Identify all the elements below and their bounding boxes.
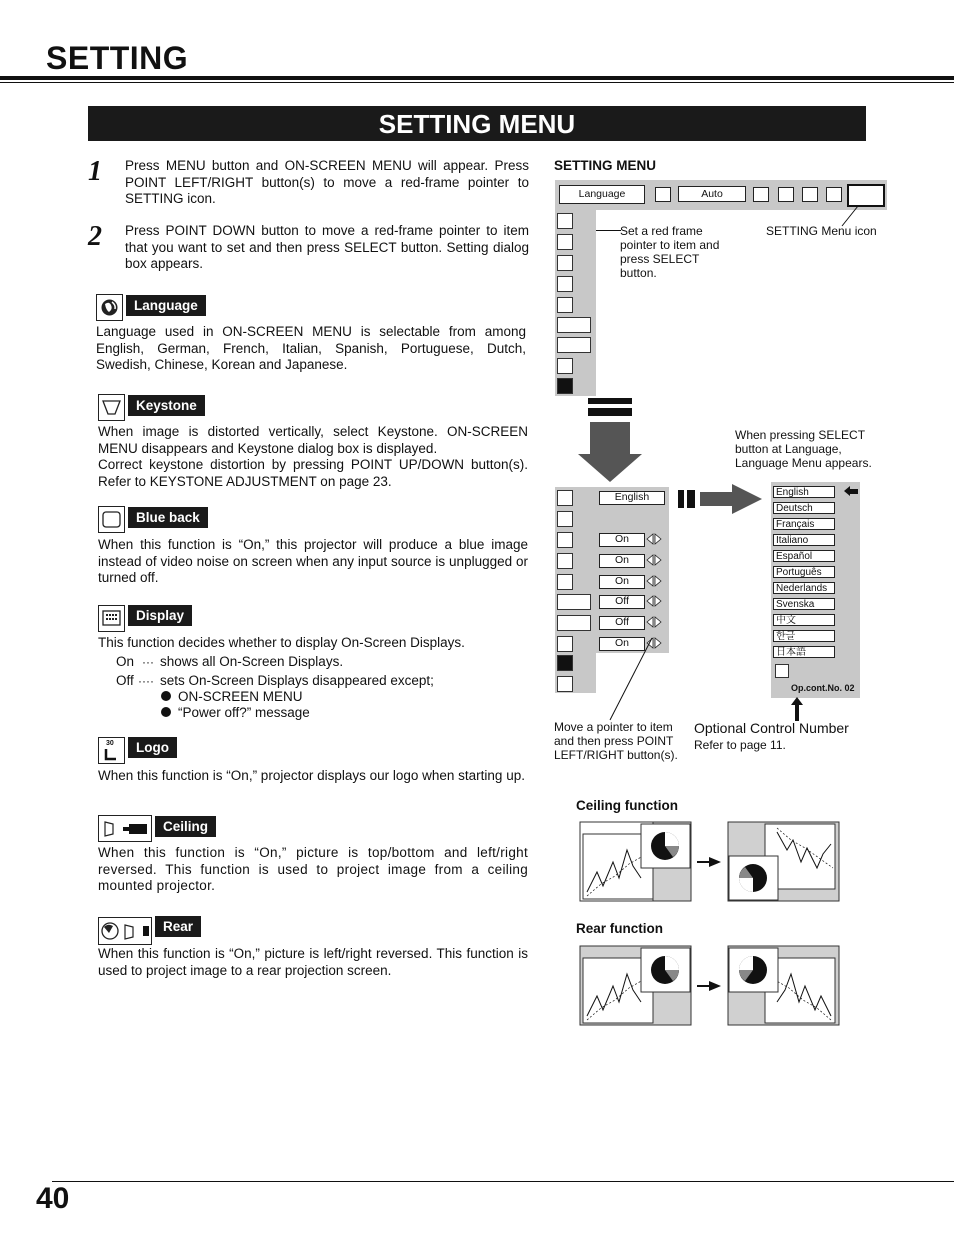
ceiling-icon — [98, 815, 152, 842]
globe-icon — [96, 294, 123, 321]
logo-label: Logo — [128, 737, 177, 758]
menu-icon-sound — [826, 187, 842, 202]
step-text-1: Press MENU button and ON-SCREEN MENU will appear. Press POINT LEFT/RIGHT button(s) to move a red-frame pointer to SETTING icon. — [125, 158, 529, 206]
keystone-label: Keystone — [128, 395, 205, 416]
language-option: English — [773, 486, 835, 498]
quit-icon — [557, 676, 573, 692]
osd-side-panel-1 — [555, 210, 596, 396]
language-text: Language used in ON-SCREEN MENU is selectable from among English, German, French, Italian, Spanish, Portuguese, Dutch, Swedish, Chinese, Korean and Japanese. — [96, 324, 526, 372]
callout-line — [596, 230, 621, 231]
blue-back-text: When this function is “On,” this projector will produce a blue image instead of video noise on screen when any input source is unplugged or turned off. — [98, 537, 528, 585]
language-option: Deutsch — [773, 502, 835, 514]
header-rule-thin — [0, 82, 954, 83]
callout-arrow — [790, 697, 804, 721]
language-option: Español — [773, 550, 835, 562]
osd-side-panel-2 — [555, 487, 596, 693]
menubar-auto-field: Auto — [678, 186, 746, 202]
page-title: SETTING — [46, 40, 189, 76]
callout-setting-icon: SETTING Menu icon — [766, 224, 877, 238]
blue-back-label: Blue back — [128, 507, 208, 528]
menu-icon-image — [655, 187, 671, 202]
rear-icon — [557, 615, 591, 631]
dialog-value: Off — [599, 595, 645, 609]
right-arrow-icon — [676, 484, 762, 514]
display-bullet-2: “Power off?” message — [178, 705, 310, 720]
display-label: Display — [128, 605, 192, 626]
blue-back-icon — [557, 532, 573, 548]
logo-icon — [557, 574, 573, 590]
keystone-text-2: Correct keystone distortion by pressing POINT UP/DOWN button(s). Refer to KEYSTONE ADJUSTMENT on page 23. — [98, 457, 528, 489]
blue-back-icon — [98, 506, 125, 533]
callout-red-frame: Set a red frame pointer to item and press SELECT button. — [620, 224, 720, 280]
language-option: 日本語 — [773, 646, 835, 658]
callout-line — [606, 636, 656, 722]
display-icon — [557, 553, 573, 569]
callout-line — [838, 204, 862, 230]
dialog-value: On — [599, 533, 645, 547]
header-rule — [0, 76, 954, 80]
page-number: 40 — [36, 1182, 70, 1215]
setting-menu-title: SETTING MENU — [554, 158, 657, 173]
footer-rule — [52, 1181, 954, 1182]
logo-icon-text: 30 — [106, 740, 114, 747]
step-text-2: Press POINT DOWN button to move a red-frame pointer to item that you want to set and then press SELECT button. Setting dialog box appears. — [125, 223, 529, 271]
display-bullet-1: ON-SCREEN MENU — [178, 689, 303, 704]
keystone-icon — [557, 511, 573, 527]
language-option: 中文 — [773, 614, 835, 626]
language-option: Nederlands — [773, 582, 835, 594]
callout-move-pointer: Move a pointer to item and then press POINT LEFT/RIGHT button(s). — [554, 720, 678, 762]
logo-text: When this function is “On,” projector displays our logo when starting up. — [98, 768, 525, 783]
display-on-text: shows all On-Screen Displays. — [160, 654, 344, 669]
menu-icon-pc — [802, 187, 818, 202]
op-cont-number: Op.cont.No. 02 — [791, 683, 855, 693]
dialog-value: On — [599, 575, 645, 589]
language-option: 한글 — [773, 630, 835, 642]
rear-function-title: Rear function — [576, 921, 664, 936]
down-arrow-icon — [557, 378, 573, 394]
step-number-2: 2 — [88, 221, 102, 252]
display-on-key: On — [116, 654, 135, 669]
rear-icon — [98, 917, 152, 945]
display-off-key: Off — [116, 673, 134, 688]
display-off-text: sets On-Screen Displays disappeared except; — [160, 673, 434, 688]
lamp-icon — [557, 358, 573, 374]
down-arrow-icon — [578, 398, 642, 482]
blue-back-icon — [557, 255, 573, 271]
dialog-value: On — [599, 554, 645, 568]
callout-select: When pressing SELECT button at Language, Language Menu appears. — [735, 428, 872, 470]
language-option: Português — [773, 566, 835, 578]
menu-icon-color — [778, 187, 794, 202]
osd-dialog — [596, 487, 669, 653]
language-menu — [771, 482, 860, 698]
dialog-value: On — [599, 637, 645, 651]
optional-control-title: Optional Control Number — [694, 720, 849, 736]
ceiling-icon — [557, 594, 591, 610]
down-arrow-icon — [557, 655, 573, 671]
ceiling-function-title: Ceiling function — [576, 798, 678, 813]
display-off-dots: ···· — [138, 674, 154, 688]
dialog-language-value: English — [599, 491, 665, 505]
ceiling-function-diagram — [579, 820, 843, 904]
logo-icon — [98, 737, 125, 764]
bullet-dot — [161, 707, 171, 717]
left-right-arrows-icon — [646, 533, 662, 649]
language-label: Language — [126, 295, 206, 316]
pointer-hand-icon — [843, 485, 859, 497]
dialog-value: Off — [599, 616, 645, 630]
language-option: Français — [773, 518, 835, 530]
section-banner: SETTING MENU — [88, 106, 866, 141]
menu-icon-screen — [753, 187, 769, 202]
display-icon — [557, 276, 573, 292]
ceiling-label: Ceiling — [155, 816, 216, 837]
rear-label: Rear — [155, 916, 201, 937]
menubar-language-field: Language — [559, 185, 645, 204]
lamp-icon — [557, 636, 573, 652]
display-text: This function decides whether to display On-Screen Displays. — [98, 635, 465, 650]
ceiling-text: When this function is “On,” picture is top/bottom and left/right reversed. This function is used to project image from a ceiling mounted projector. — [98, 845, 528, 893]
keystone-icon — [557, 234, 573, 250]
rear-icon — [557, 337, 591, 353]
rear-text: When this function is “On,” picture is left/right reversed. This function is used to project image to a rear projection screen. — [98, 946, 528, 978]
optional-control-ref: Refer to page 11. — [694, 738, 786, 752]
ceiling-icon — [557, 317, 591, 333]
step-number-1: 1 — [88, 156, 102, 187]
language-option: Italiano — [773, 534, 835, 546]
logo-icon — [557, 297, 573, 313]
display-on-dots: ··· — [142, 655, 154, 669]
globe-icon — [557, 490, 573, 506]
language-option: Svenska — [773, 598, 835, 610]
rear-function-diagram — [579, 944, 843, 1028]
display-icon — [98, 605, 125, 632]
globe-icon — [557, 213, 573, 229]
keystone-text-1: When image is distorted vertically, select Keystone. ON-SCREEN MENU disappears and Keystone dialog box is displayed. — [98, 424, 528, 456]
keystone-icon — [98, 394, 125, 421]
bullet-dot — [161, 691, 171, 701]
quit-icon — [775, 664, 789, 678]
